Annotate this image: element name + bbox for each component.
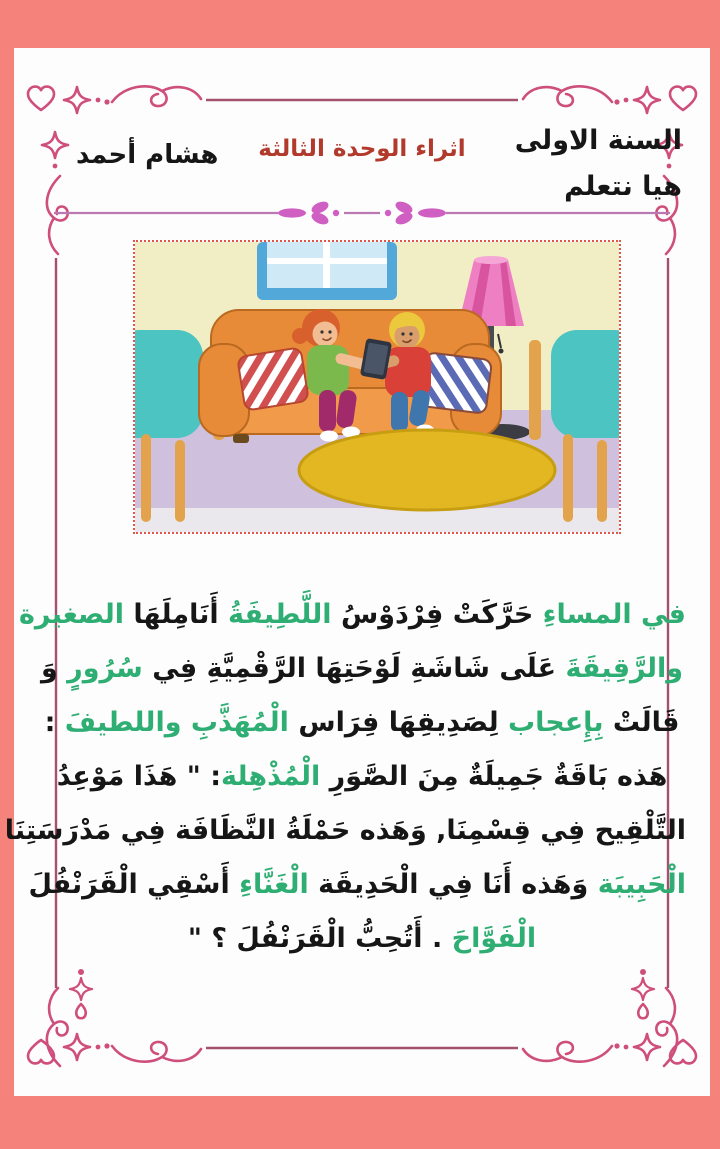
highlighted-word: سُرُورٍ (57, 653, 143, 684)
bottom-border-ornaments (28, 969, 696, 1063)
highlighted-word: والرَّقِيقَةَ (556, 653, 684, 684)
story-word: وَ (40, 653, 58, 684)
highlighted-word: اللَّطِيفَةُ (218, 599, 332, 630)
story-word: أَنَامِلَهَا (123, 599, 219, 630)
oval-rug (299, 430, 555, 510)
story-line (38, 696, 686, 750)
diamond-star-icon (634, 87, 660, 113)
story-word: : (44, 707, 56, 738)
story-line (4, 804, 686, 858)
floor-strip (135, 508, 619, 532)
diamond-star-icon (634, 1034, 660, 1060)
highlighted-word: الْحَبِيبَة (588, 869, 686, 900)
story-line (28, 858, 686, 912)
story-text (4, 588, 686, 966)
story-line (18, 588, 686, 642)
story-line (38, 750, 686, 804)
story-illustration (133, 240, 621, 534)
course-subtitle-label: هيا نتعلم (564, 171, 682, 202)
story-word: وَهَذه أَنَا فِي الْحَدِيقَة (308, 869, 589, 900)
highlighted-word: الْمُهَذَّبِ واللطيفَ (55, 707, 289, 738)
top-border-ornaments (28, 86, 696, 113)
diamond-star-icon (64, 1034, 90, 1060)
story-word: قَالَتْ (603, 707, 680, 738)
story-word: لِصَدِيقِهَا فِرَاس (288, 707, 499, 738)
highlighted-word: بِإِعجاب (498, 707, 604, 738)
highlighted-word: الصغيرة (18, 599, 124, 630)
diamond-star-icon (42, 132, 68, 158)
heart-icon (670, 87, 696, 110)
scroll-flourish-icon (104, 86, 201, 106)
course-year-label: السنة الاولى (514, 125, 682, 156)
story-line (38, 912, 686, 966)
highlighted-word: في المساءِ (533, 599, 686, 630)
story-line (38, 642, 686, 696)
story-word: أَسْقِي الْقَرَنْفُلَ (28, 869, 230, 900)
story-word: . أَتُحِبُّ الْقَرَنْفُلَ ؟ " (187, 923, 443, 954)
striped-cushion-left (237, 347, 309, 410)
heart-icon (28, 87, 54, 110)
scroll-flourish-icon (523, 1042, 620, 1062)
pendant-icon (70, 969, 92, 1018)
worksheet-page (4, 48, 710, 1096)
page-title: اثراء الوحدة الثالثة (258, 136, 466, 162)
story-word: هَذه بَاقَةٌ جَمِيلَةٌ مِنَ الصَّوَرِ (320, 761, 668, 792)
story-word: التَّلْقِيح فِي قِسْمِنَا, وَهَذه حَمْلَةُ النَّظَافَة فِي مَدْرَسَتِنَا (4, 815, 686, 846)
highlighted-word: الْغَنَّاءِ (229, 869, 309, 900)
scroll-flourish-icon (523, 86, 620, 106)
author-name: هشام أحمد (76, 140, 219, 170)
header-divider (52, 196, 672, 230)
story-word: عَلَى شَاشَةِ لَوْحَتِهَا الرَّقْمِيَّةِ فِي (142, 653, 557, 684)
scroll-flourish-icon (104, 1042, 201, 1062)
story-word: حَرَّكَتْ فِرْدَوْسُ (331, 599, 534, 630)
highlighted-word: الْمُذْهِلة (221, 761, 321, 792)
story-word: : " هَذَا مَوْعِدُ (56, 761, 222, 792)
diamond-star-icon (64, 87, 90, 113)
highlighted-word: الْفَوَّاحَ (442, 923, 537, 954)
scroll-flourish-icon (656, 988, 677, 1066)
living-room-scene (135, 242, 619, 532)
pendant-icon (632, 969, 654, 1018)
scroll-flourish-icon (47, 988, 68, 1066)
window (257, 242, 397, 300)
